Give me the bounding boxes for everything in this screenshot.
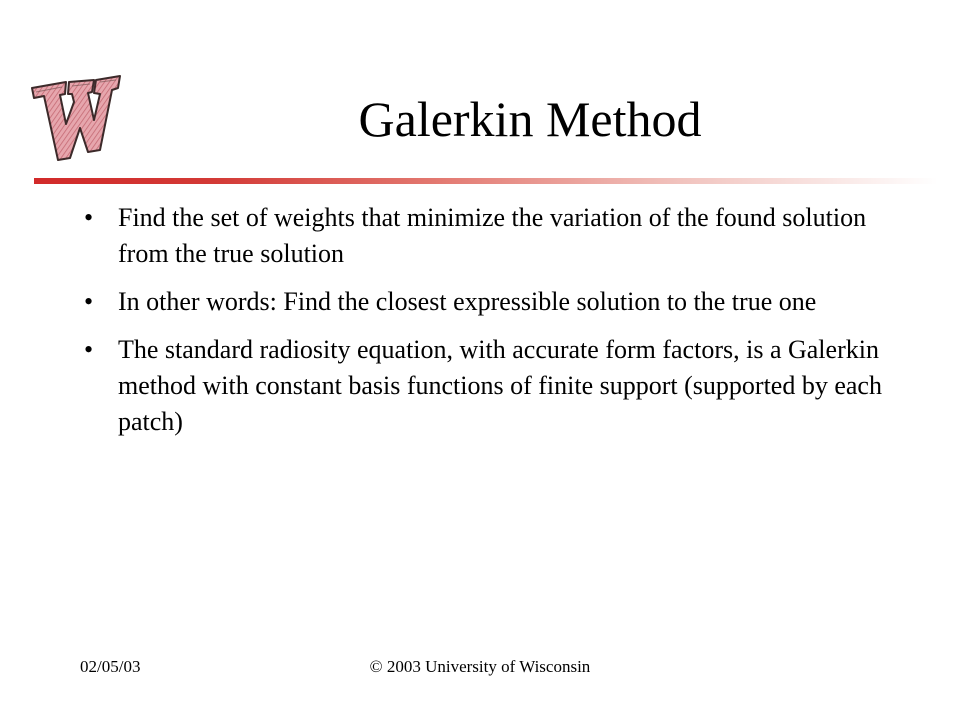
bullet-item [80, 332, 900, 440]
bullet-item [80, 284, 900, 320]
title-divider [34, 178, 938, 184]
footer-copyright: © 2003 University of Wisconsin [369, 657, 591, 676]
bullet-marker: • [84, 203, 94, 232]
bullet-marker: • [84, 287, 94, 316]
slide-title: Galerkin Method [358, 91, 702, 147]
footer-date: 02/05/03 [80, 657, 141, 676]
bullet-marker: • [84, 335, 94, 364]
bullet-item [80, 200, 900, 272]
bullet-text: The standard radiosity equation, with accurate form factors, is a Galerkin method with constant basis functions of finite support (supported by each patch) [118, 335, 882, 436]
bullet-text: Find the set of weights that minimize the variation of the found solution from the true solution [118, 203, 867, 268]
bullet-text: In other words: Find the closest expressible solution to the true one [118, 287, 817, 316]
wisconsin-w-logo-icon [28, 72, 124, 164]
bullet-list [80, 200, 900, 452]
